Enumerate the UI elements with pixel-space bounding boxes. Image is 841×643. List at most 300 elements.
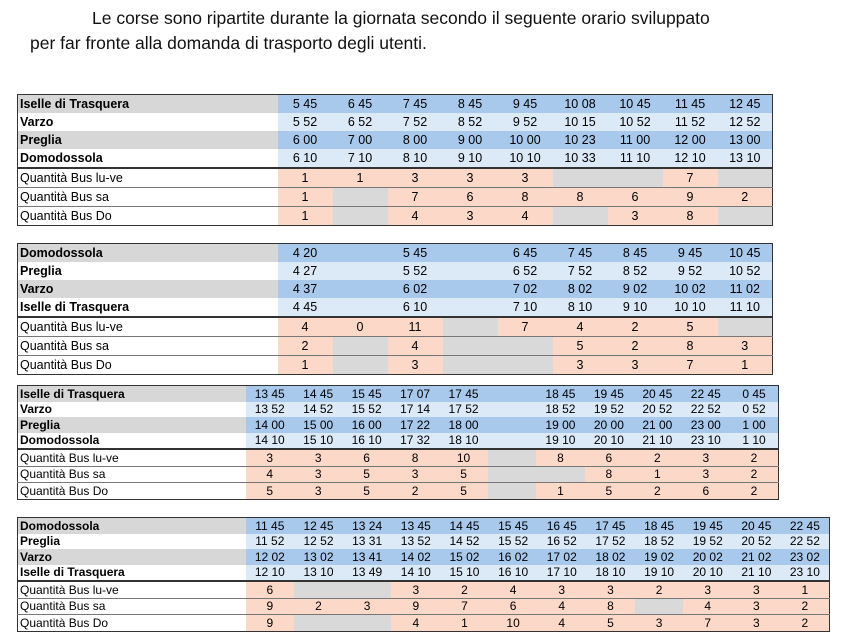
departure-time: 12 10 (246, 565, 295, 582)
quantity-label: Quantità Bus sa (18, 188, 278, 207)
bus-quantity-row (18, 581, 830, 598)
quantity-label: Quantità Bus Do (18, 356, 278, 375)
departure-time: 18 00 (439, 417, 487, 433)
bus-quantity (443, 317, 498, 337)
departure-time: 13 49 (343, 565, 392, 582)
stop-name: Preglia (18, 534, 246, 550)
departure-time: 10 45 (718, 244, 773, 263)
bus-quantity (343, 615, 392, 632)
departure-time: 10 23 (553, 131, 608, 149)
departure-time: 11 45 (246, 518, 295, 534)
departure-time: 17 45 (439, 386, 487, 402)
departure-time: 15 00 (294, 417, 342, 433)
stop-name: Preglia (18, 417, 246, 433)
departure-time: 5 45 (388, 244, 443, 263)
bus-quantity: 8 (585, 466, 633, 483)
bus-quantity: 4 (278, 317, 333, 337)
departure-time: 13 52 (391, 534, 440, 550)
stop-row (18, 244, 773, 263)
quantity-label: Quantità Bus sa (18, 466, 246, 483)
bus-quantity: 11 (388, 317, 443, 337)
bus-quantity-row (18, 598, 830, 615)
departure-time: 17 14 (391, 402, 439, 418)
departure-time: 12 52 (718, 113, 773, 131)
departure-time: 5 52 (278, 113, 333, 131)
departure-time: 16 02 (489, 549, 538, 565)
bus-quantity: 5 (342, 466, 390, 483)
departure-time: 18 45 (536, 386, 584, 402)
bus-quantity: 3 (294, 483, 342, 500)
departure-time: 0 45 (730, 386, 778, 402)
timetable-3 (17, 385, 779, 500)
departure-time: 20 45 (633, 386, 681, 402)
departure-time: 11 45 (663, 95, 718, 114)
bus-quantity (718, 207, 773, 226)
bus-quantity: 1 (278, 188, 333, 207)
departure-time: 11 52 (663, 113, 718, 131)
bus-quantity: 2 (608, 337, 663, 356)
bus-quantity: 9 (391, 598, 440, 615)
departure-time: 14 45 (294, 386, 342, 402)
bus-quantity: 2 (633, 483, 681, 500)
bus-quantity: 4 (246, 466, 294, 483)
bus-quantity: 8 (498, 188, 553, 207)
departure-time: 7 10 (498, 298, 553, 317)
bus-quantity: 3 (537, 581, 586, 598)
bus-quantity: 6 (342, 449, 390, 466)
departure-time: 21 10 (732, 565, 781, 582)
departure-time: 7 52 (553, 262, 608, 280)
departure-time: 19 52 (683, 534, 732, 550)
departure-time: 19 45 (683, 518, 732, 534)
departure-time: 6 10 (278, 149, 333, 168)
departure-time: 13 41 (343, 549, 392, 565)
departure-time: 6 52 (498, 262, 553, 280)
departure-time: 23 10 (682, 433, 730, 450)
bus-quantity: 2 (635, 581, 684, 598)
bus-quantity: 5 (439, 466, 487, 483)
bus-quantity-row (18, 207, 773, 226)
departure-time: 0 52 (730, 402, 778, 418)
bus-quantity: 8 (586, 598, 635, 615)
bus-quantity: 2 (730, 449, 778, 466)
bus-quantity: 7 (663, 356, 718, 375)
departure-time: 8 45 (443, 95, 498, 114)
departure-time: 9 02 (608, 280, 663, 298)
bus-quantity: 2 (440, 581, 489, 598)
quantity-label: Quantità Bus lu-ve (18, 581, 246, 598)
departure-time: 10 52 (718, 262, 773, 280)
bus-quantity (608, 168, 663, 188)
departure-time: 20 52 (732, 534, 781, 550)
bus-quantity-row (18, 466, 779, 483)
bus-quantity (343, 581, 392, 598)
departure-time: 17 45 (586, 518, 635, 534)
bus-quantity: 6 (489, 598, 538, 615)
departure-time (488, 417, 536, 433)
departure-time: 10 45 (608, 95, 663, 114)
bus-quantity: 7 (683, 615, 732, 632)
bus-quantity: 3 (498, 168, 553, 188)
bus-quantity: 3 (343, 598, 392, 615)
departure-time: 6 00 (278, 131, 333, 149)
bus-quantity (536, 466, 584, 483)
bus-quantity-row (18, 483, 779, 500)
bus-quantity: 7 (388, 188, 443, 207)
bus-quantity: 3 (246, 449, 294, 466)
bus-quantity (333, 207, 388, 226)
bus-quantity: 8 (391, 449, 439, 466)
bus-quantity: 5 (585, 483, 633, 500)
bus-quantity: 6 (585, 449, 633, 466)
bus-quantity: 6 (443, 188, 498, 207)
bus-quantity (443, 337, 498, 356)
departure-time: 8 52 (443, 113, 498, 131)
departure-time: 8 00 (388, 131, 443, 149)
departure-time: 1 00 (730, 417, 778, 433)
bus-quantity (553, 168, 608, 188)
departure-time: 10 15 (553, 113, 608, 131)
stop-name: Iselle di Trasquera (18, 95, 278, 114)
bus-quantity: 4 (537, 615, 586, 632)
departure-time: 10 00 (498, 131, 553, 149)
departure-time: 13 00 (718, 131, 773, 149)
bus-quantity-row (18, 337, 773, 356)
bus-quantity: 4 (388, 207, 443, 226)
bus-quantity: 2 (633, 449, 681, 466)
bus-quantity (443, 356, 498, 375)
departure-time: 22 52 (781, 534, 830, 550)
departure-time: 17 32 (391, 433, 439, 450)
departure-time: 10 52 (608, 113, 663, 131)
departure-time: 13 24 (343, 518, 392, 534)
departure-time: 14 00 (246, 417, 294, 433)
bus-quantity: 1 (333, 168, 388, 188)
departure-time: 8 02 (553, 280, 608, 298)
departure-time: 7 02 (498, 280, 553, 298)
bus-quantity-row (18, 188, 773, 207)
stop-name: Iselle di Trasquera (18, 386, 246, 402)
bus-quantity: 3 (586, 581, 635, 598)
bus-quantity: 9 (663, 188, 718, 207)
stop-name: Varzo (18, 113, 278, 131)
departure-time: 1 10 (730, 433, 778, 450)
quantity-label: Quantità Bus lu-ve (18, 449, 246, 466)
bus-quantity: 2 (294, 598, 343, 615)
bus-quantity: 2 (391, 483, 439, 500)
departure-time: 13 45 (391, 518, 440, 534)
departure-time: 11 52 (246, 534, 295, 550)
bus-quantity: 3 (732, 581, 781, 598)
departure-time: 18 10 (586, 565, 635, 582)
departure-time: 10 33 (553, 149, 608, 168)
departure-time: 6 52 (333, 113, 388, 131)
departure-time: 20 02 (683, 549, 732, 565)
bus-quantity-row (18, 449, 779, 466)
stop-name: Iselle di Trasquera (18, 565, 246, 582)
departure-time: 14 52 (294, 402, 342, 418)
departure-time: 12 52 (294, 534, 343, 550)
departure-time: 12 00 (663, 131, 718, 149)
departure-time (443, 298, 498, 317)
departure-time: 4 45 (278, 298, 333, 317)
departure-time: 15 02 (440, 549, 489, 565)
departure-time: 10 10 (663, 298, 718, 317)
stop-row (18, 518, 830, 534)
departure-time: 14 45 (440, 518, 489, 534)
bus-quantity: 3 (443, 168, 498, 188)
stop-row (18, 131, 773, 149)
departure-time: 6 45 (498, 244, 553, 263)
quantity-label: Quantità Bus lu-ve (18, 168, 278, 188)
departure-time: 17 52 (439, 402, 487, 418)
bus-quantity: 4 (683, 598, 732, 615)
departure-time: 4 27 (278, 262, 333, 280)
bus-quantity (718, 168, 773, 188)
departure-time: 5 52 (388, 262, 443, 280)
bus-quantity: 3 (682, 466, 730, 483)
bus-quantity: 4 (388, 337, 443, 356)
departure-time: 7 10 (333, 149, 388, 168)
bus-quantity (333, 188, 388, 207)
departure-time: 10 08 (553, 95, 608, 114)
departure-time: 20 45 (732, 518, 781, 534)
departure-time: 12 02 (246, 549, 295, 565)
stop-row (18, 534, 830, 550)
bus-quantity: 1 (781, 581, 830, 598)
intro-line-2: per far fronte alla domanda di trasporto degli utenti. (30, 33, 427, 53)
departure-time: 23 10 (781, 565, 830, 582)
bus-quantity: 5 (553, 337, 608, 356)
departure-time: 21 00 (633, 417, 681, 433)
departure-time: 13 10 (718, 149, 773, 168)
departure-time: 20 10 (585, 433, 633, 450)
bus-quantity: 2 (781, 598, 830, 615)
departure-time: 11 10 (718, 298, 773, 317)
departure-time: 13 02 (294, 549, 343, 565)
departure-time: 23 00 (682, 417, 730, 433)
departure-time: 20 00 (585, 417, 633, 433)
stop-name: Domodossola (18, 518, 246, 534)
departure-time: 16 00 (342, 417, 390, 433)
departure-time: 19 52 (585, 402, 633, 418)
bus-quantity: 1 (278, 207, 333, 226)
bus-quantity: 6 (682, 483, 730, 500)
bus-quantity: 3 (682, 449, 730, 466)
bus-quantity: 9 (246, 598, 295, 615)
bus-quantity-row (18, 168, 773, 188)
bus-quantity: 8 (553, 188, 608, 207)
stop-row (18, 402, 779, 418)
departure-time: 22 52 (682, 402, 730, 418)
departure-time: 6 10 (388, 298, 443, 317)
stop-row (18, 386, 779, 402)
timetable-1 (17, 94, 773, 226)
departure-time: 11 00 (608, 131, 663, 149)
departure-time (443, 244, 498, 263)
departure-time: 20 10 (683, 565, 732, 582)
departure-time: 19 10 (635, 565, 684, 582)
departure-time: 13 31 (343, 534, 392, 550)
bus-quantity (294, 615, 343, 632)
departure-time: 19 10 (536, 433, 584, 450)
bus-quantity (498, 356, 553, 375)
departure-time: 9 10 (443, 149, 498, 168)
bus-quantity: 3 (388, 168, 443, 188)
bus-quantity: 3 (391, 581, 440, 598)
bus-quantity: 3 (443, 207, 498, 226)
bus-quantity: 3 (718, 337, 773, 356)
timetable-4 (17, 517, 830, 632)
departure-time: 18 45 (635, 518, 684, 534)
bus-quantity: 2 (278, 337, 333, 356)
bus-quantity: 4 (553, 317, 608, 337)
departure-time: 17 07 (391, 386, 439, 402)
bus-quantity-row (18, 615, 830, 632)
departure-time: 14 10 (391, 565, 440, 582)
stop-name: Domodossola (18, 433, 246, 450)
stop-row (18, 433, 779, 450)
bus-quantity: 3 (294, 449, 342, 466)
bus-quantity: 3 (388, 356, 443, 375)
departure-time: 22 45 (781, 518, 830, 534)
bus-quantity (718, 317, 773, 337)
bus-quantity: 4 (489, 581, 538, 598)
stop-name: Preglia (18, 262, 278, 280)
bus-quantity: 8 (663, 207, 718, 226)
bus-quantity: 8 (663, 337, 718, 356)
stop-row (18, 565, 830, 582)
departure-time: 15 52 (489, 534, 538, 550)
departure-time: 18 52 (536, 402, 584, 418)
bus-quantity: 2 (608, 317, 663, 337)
bus-quantity: 1 (633, 466, 681, 483)
departure-time: 9 45 (663, 244, 718, 263)
stop-name: Iselle di Trasquera (18, 298, 278, 317)
departure-time: 16 10 (342, 433, 390, 450)
departure-time: 17 52 (586, 534, 635, 550)
intro-paragraph (30, 6, 790, 56)
bus-quantity: 3 (608, 207, 663, 226)
departure-time: 6 45 (333, 95, 388, 114)
departure-time: 15 45 (489, 518, 538, 534)
bus-quantity-row (18, 356, 773, 375)
bus-quantity (488, 483, 536, 500)
departure-time: 4 37 (278, 280, 333, 298)
departure-time: 5 45 (278, 95, 333, 114)
bus-quantity: 4 (391, 615, 440, 632)
departure-time (333, 244, 388, 263)
stop-row (18, 149, 773, 168)
departure-time (333, 262, 388, 280)
quantity-label: Quantità Bus sa (18, 598, 246, 615)
departure-time: 7 45 (553, 244, 608, 263)
departure-time: 16 45 (537, 518, 586, 534)
bus-quantity: 10 (439, 449, 487, 466)
departure-time: 16 52 (537, 534, 586, 550)
departure-time: 8 45 (608, 244, 663, 263)
departure-time: 4 20 (278, 244, 333, 263)
bus-quantity: 1 (278, 168, 333, 188)
departure-time: 11 02 (718, 280, 773, 298)
departure-time: 17 02 (537, 549, 586, 565)
bus-quantity: 1 (278, 356, 333, 375)
bus-quantity: 5 (586, 615, 635, 632)
departure-time (333, 280, 388, 298)
bus-quantity: 7 (663, 168, 718, 188)
departure-time: 13 52 (246, 402, 294, 418)
bus-quantity (333, 337, 388, 356)
departure-time: 9 00 (443, 131, 498, 149)
departure-time: 10 02 (663, 280, 718, 298)
departure-time: 19 45 (585, 386, 633, 402)
departure-time: 7 45 (388, 95, 443, 114)
bus-quantity (488, 466, 536, 483)
departure-time: 18 52 (635, 534, 684, 550)
departure-time (333, 298, 388, 317)
departure-time: 8 10 (553, 298, 608, 317)
bus-quantity (553, 207, 608, 226)
bus-quantity: 5 (342, 483, 390, 500)
bus-quantity: 9 (246, 615, 295, 632)
departure-time: 19 02 (635, 549, 684, 565)
departure-time: 15 45 (342, 386, 390, 402)
stop-row (18, 417, 779, 433)
stop-row (18, 113, 773, 131)
stop-row (18, 95, 773, 114)
departure-time: 13 45 (246, 386, 294, 402)
bus-quantity: 3 (732, 615, 781, 632)
departure-time: 6 02 (388, 280, 443, 298)
bus-quantity: 5 (439, 483, 487, 500)
departure-time: 14 52 (440, 534, 489, 550)
quantity-label: Quantità Bus Do (18, 483, 246, 500)
bus-quantity: 4 (498, 207, 553, 226)
quantity-label: Quantità Bus lu-ve (18, 317, 278, 337)
stop-name: Preglia (18, 131, 278, 149)
bus-quantity: 2 (718, 188, 773, 207)
departure-time: 10 10 (498, 149, 553, 168)
bus-quantity: 3 (294, 466, 342, 483)
bus-quantity: 8 (536, 449, 584, 466)
quantity-label: Quantità Bus Do (18, 615, 246, 632)
departure-time: 7 00 (333, 131, 388, 149)
bus-quantity: 2 (730, 483, 778, 500)
departure-time: 17 10 (537, 565, 586, 582)
stop-name: Varzo (18, 280, 278, 298)
departure-time (488, 402, 536, 418)
departure-time (488, 433, 536, 450)
departure-time: 12 45 (718, 95, 773, 114)
departure-time (443, 262, 498, 280)
departure-time: 14 10 (246, 433, 294, 450)
stop-name: Domodossola (18, 244, 278, 263)
bus-quantity-row (18, 317, 773, 337)
departure-time: 8 52 (608, 262, 663, 280)
departure-time: 19 00 (536, 417, 584, 433)
departure-time (443, 280, 498, 298)
bus-quantity: 7 (440, 598, 489, 615)
departure-time: 15 10 (440, 565, 489, 582)
bus-quantity: 1 (440, 615, 489, 632)
departure-time: 18 10 (439, 433, 487, 450)
bus-quantity (333, 356, 388, 375)
bus-quantity: 10 (489, 615, 538, 632)
bus-quantity: 3 (732, 598, 781, 615)
departure-time: 21 10 (633, 433, 681, 450)
stop-row (18, 298, 773, 317)
bus-quantity (488, 449, 536, 466)
